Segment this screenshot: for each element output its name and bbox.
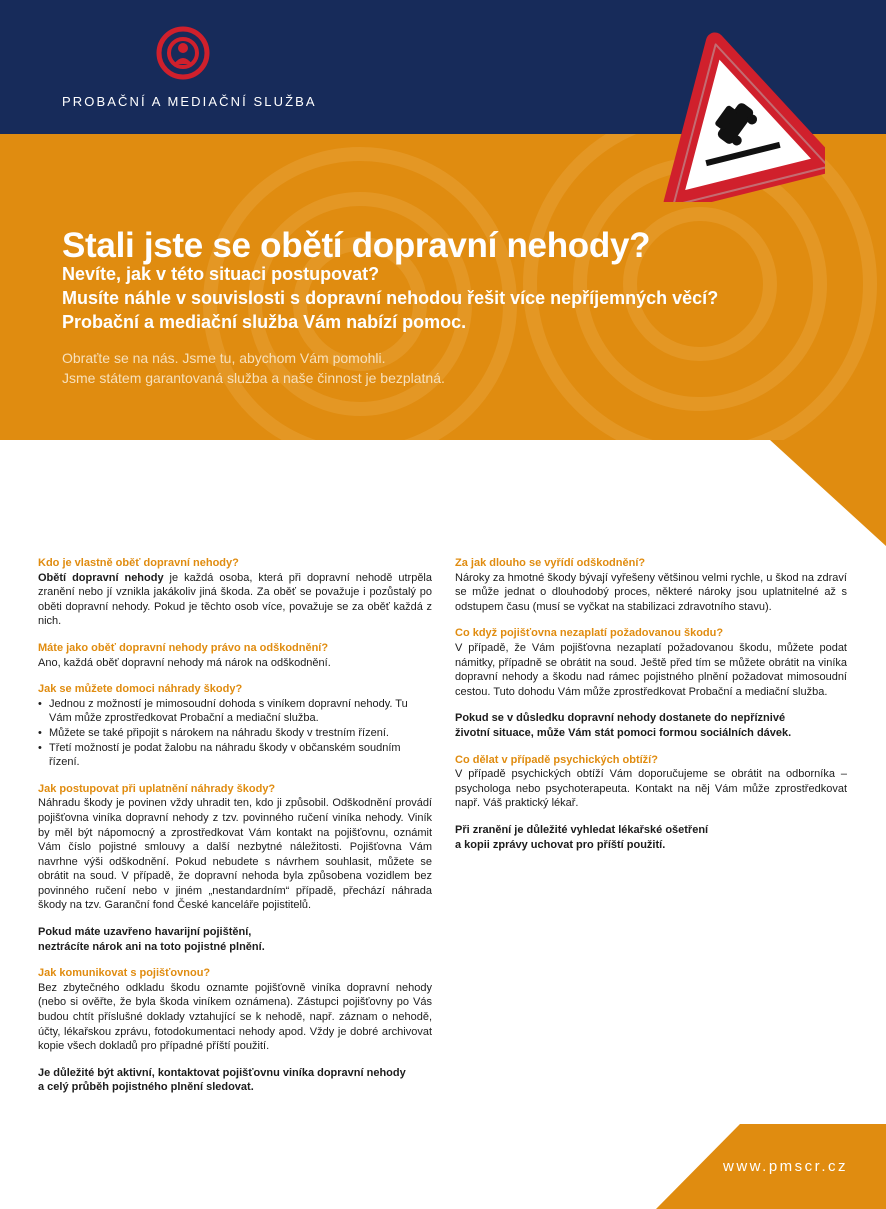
pms-logo-icon bbox=[154, 24, 212, 82]
section-heading: Co dělat v případě psychických obtíží? bbox=[455, 753, 658, 766]
emphasis-line: a kopii zprávy uchovat pro příští použití. bbox=[455, 838, 666, 851]
list-item: • Jednou z možností je mimosoudní dohoda s viníkem dopravní nehody. Tu Vám může zprostředkovat Probační a mediační služba. bbox=[38, 697, 432, 726]
section-heading: Za jak dlouho se vyřídí odškodnění? bbox=[455, 557, 646, 569]
bold-term: Obětí dopravní nehody bbox=[38, 571, 164, 584]
options-list bbox=[38, 697, 432, 770]
section-heading: Kdo je vlastně oběť dopravní nehody? bbox=[38, 557, 239, 569]
list-item: • Můžete se také připojit s nárokem na náhradu škody v trestním řízení. bbox=[38, 726, 432, 741]
emphasis-line: Je důležité být aktivní, kontaktovat pojišťovnu viníka dopravní nehody bbox=[38, 1066, 406, 1079]
list-item: • Třetí možností je podat žalobu na náhradu škody v občanském soudním řízení. bbox=[38, 741, 432, 770]
section-text: V případě, že Vám pojišťovna nezaplatí požadovanou škodu, můžete podat námitky, případně se obrátit na soud. Ještě před tím se můžete obrátit na viníka dopravní nehody a škodu nad rámec pojistného plnění požadovat mimosoudní cestou. Tuto dohodu Vám může zprostředkovat Probační a mediační služba. bbox=[455, 641, 847, 698]
website-link[interactable]: www.pmscr.cz bbox=[722, 1158, 848, 1175]
emphasis-line: Pokud máte uzavřeno havarijní pojištění, bbox=[38, 926, 252, 939]
right-column bbox=[455, 556, 847, 864]
emphasis-line: Při zranění je důležité vyhledat lékařské ošetření bbox=[455, 823, 709, 836]
section-heading: Co když pojišťovna nezaplatí požadovanou škodu? bbox=[455, 627, 724, 640]
hero-band-diagonal-edge bbox=[0, 440, 886, 546]
section-heading: Jak se můžete domoci náhrady škody? bbox=[38, 683, 243, 696]
section-text: Bez zbytečného odkladu škodu oznamte pojišťovně viníka dopravní nehody (nebo si ověřte, že byla škoda viníkem oznámena). Zástupci pojišťovny po Vás budou chtít příslušné doklady vztahující se k nehodě, např. záznam o nehodě, účty, lékařskou zprávu, fotodokumentaci nehody apod. Vždy je dobré archivovat kopie všech dokladů pro případné příští použití. bbox=[38, 981, 432, 1053]
section-text bbox=[38, 571, 432, 629]
section-text: Náhradu škody je povinen vždy uhradit ten, kdo ji způsobil. Odškodnění provádí pojišťovna viníka dopravní nehody z tzv. povinného ručení viníka nehody. Viník by měl být nápomocný a zprostředkovat Vám kontakt na pojišťovnu, oznámit Vám číslo pojistné smlouvy a další nezbytné náležitosti. Pojišťovna Vám navrhne výši odškodnění. Pokud nebudete s návrhem souhlasit, můžete se obrátit na soud. V případě, že dopravní nehoda byla způsobena vozidlem bez povinného ručení nebo v jiném „nestandardním“ případě, přechází náhrada škody na tzv. Garanční fond České kanceláře pojistitelů. bbox=[38, 797, 432, 912]
emphasis-note bbox=[38, 925, 432, 954]
section-heading: Jak postupovat při uplatnění náhrady škody? bbox=[38, 782, 276, 795]
emphasis-note bbox=[38, 1066, 432, 1095]
hero-intro-1: Obraťte se na nás. Jsme tu, abychom Vám pomohli. bbox=[62, 350, 386, 366]
left-column bbox=[38, 556, 432, 1107]
hero-subtitle-3: Probační a mediační služba Vám nabízí pomoc. bbox=[62, 312, 467, 332]
emphasis-line: neztrácíte nárok ani na toto pojistné plnění. bbox=[38, 940, 265, 953]
emphasis-line: a celý průběh pojistného plnění sledovat. bbox=[38, 1081, 254, 1094]
org-name: PROBAČNÍ A MEDIAČNÍ SLUŽBA bbox=[62, 94, 317, 109]
emphasis-line: Pokud se v důsledku dopravní nehody dostanete do nepříznivé bbox=[455, 712, 786, 725]
text-span: je každá osoba, která při dopravní nehodě utrpěla zranění nebo jí vznikla jakákoliv jiná škoda. Za oběť se považuje i pozůstalý po oběti dopravní nehody. Pokud je těchto osob více, považuje se za oběť každá z nich. bbox=[38, 571, 432, 628]
section-text: Ano, každá oběť dopravní nehody má nárok na odškodnění. bbox=[38, 656, 331, 669]
hero-subtitle-2: Musíte náhle v souvislosti s dopravní nehodou řešit více nepříjemných věcí? bbox=[62, 288, 719, 308]
page-title: Stali jste se obětí dopravní nehody? bbox=[62, 226, 651, 265]
emphasis-line: životní situace, může Vám stát pomoci formou sociálních dávek. bbox=[455, 726, 792, 739]
hero-subtitle-1: Nevíte, jak v této situaci postupovat? bbox=[62, 264, 380, 284]
hero-intro-2: Jsme státem garantovaná služba a naše činnost je bezplatná. bbox=[62, 370, 445, 386]
warning-sign-icon bbox=[645, 27, 825, 202]
emphasis-note bbox=[455, 711, 847, 740]
emphasis-note bbox=[455, 823, 847, 852]
section-heading: Jak komunikovat s pojišťovnou? bbox=[38, 967, 211, 980]
section-text: V případě psychických obtíží Vám doporučujeme se obrátit na odborníka – psychologa nebo psychoterapeuta. Kontakt na něj Vám může zprostředkovat např. Váš praktický lékař. bbox=[455, 768, 847, 810]
section-heading: Máte jako oběť dopravní nehody právo na odškodnění? bbox=[38, 641, 329, 654]
section-text: Nároky za hmotné škody bývají vyřešeny většinou velmi rychle, u škod na zdraví se může jednat o dlouhodobý proces, některé nároky jsou uplatnitelné až s odstupem času (musí se vyčkat na stabilizaci zdravotního stavu). bbox=[455, 571, 847, 613]
